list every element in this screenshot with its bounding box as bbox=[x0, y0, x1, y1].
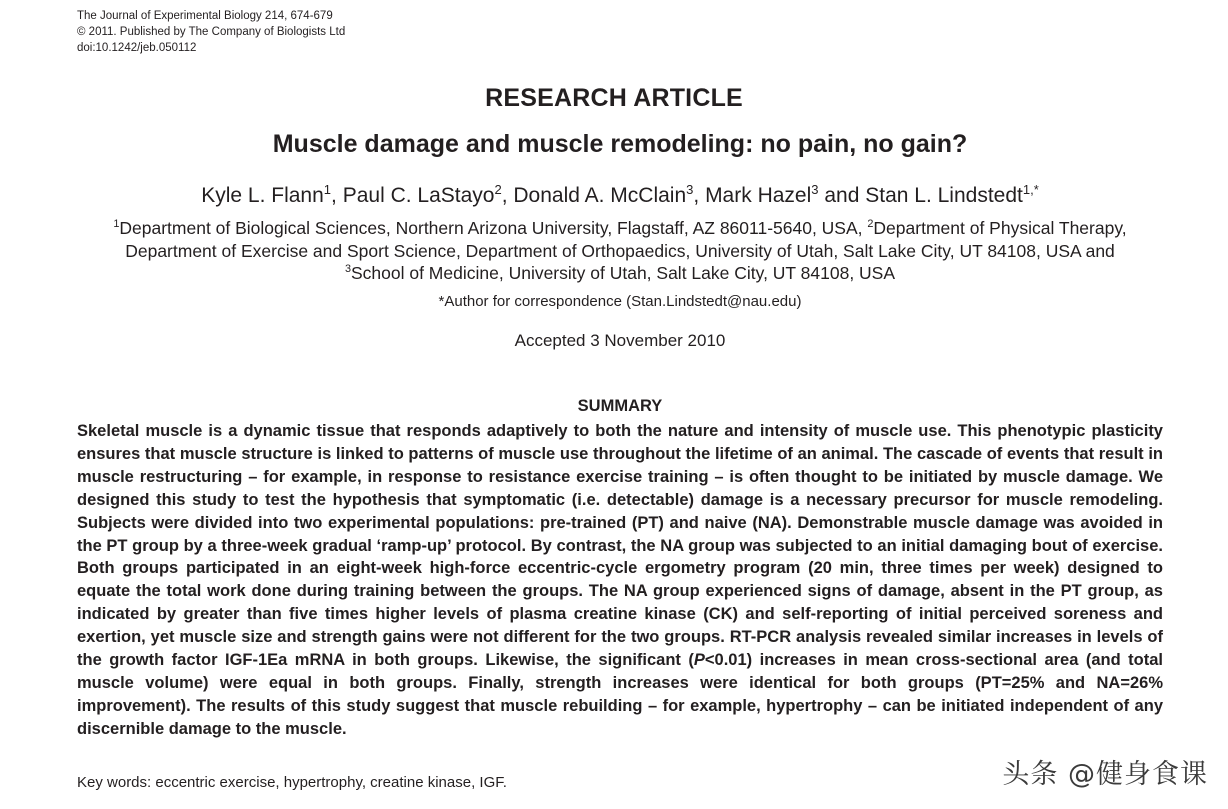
watermark-logo: 头条 @健身食课 bbox=[1002, 759, 1208, 790]
author-separator: , bbox=[331, 184, 343, 207]
author-affil-sup: 2 bbox=[494, 182, 502, 197]
author-affil-sup: 3 bbox=[686, 182, 694, 197]
author-separator: , bbox=[501, 184, 514, 207]
author-name: Paul C. LaStayo bbox=[342, 184, 495, 207]
journal-header bbox=[77, 8, 345, 56]
author-list bbox=[0, 184, 1228, 208]
affiliations bbox=[70, 217, 1170, 285]
abstract-italic-p: P bbox=[693, 651, 705, 670]
author-name: Donald A. McClain bbox=[513, 184, 687, 207]
affiliation-sup: 1 bbox=[113, 218, 120, 231]
doi-line: doi:10.1242/jeb.050112 bbox=[77, 42, 197, 54]
author-separator: and bbox=[818, 184, 866, 207]
summary-abstract bbox=[77, 420, 1163, 741]
keywords: Key words: eccentric exercise, hypertrophy, creatine kinase, IGF. bbox=[77, 774, 507, 791]
journal-citation: The Journal of Experimental Biology 214, 674-679 bbox=[77, 10, 333, 22]
author-name: Stan L. Lindstedt bbox=[865, 184, 1023, 207]
author-name: Mark Hazel bbox=[705, 184, 812, 207]
affiliation-text: School of Medicine, University of Utah, Salt Lake City, UT 84108, USA bbox=[350, 263, 896, 284]
author-name: Kyle L. Flann bbox=[201, 184, 324, 207]
copyright-line: © 2011. Published by The Company of Biologists Ltd bbox=[77, 26, 346, 38]
summary-heading: SUMMARY bbox=[577, 397, 663, 415]
correspondence-note: *Author for correspondence (Stan.Lindstedt@nau.edu) bbox=[438, 293, 802, 310]
author-affil-sup: 1,* bbox=[1022, 182, 1039, 197]
accepted-date: Accepted 3 November 2010 bbox=[514, 331, 726, 350]
article-title: Muscle damage and muscle remodeling: no pain, no gain? bbox=[272, 130, 968, 158]
affiliation-text: Department of Physical Therapy, Department of Exercise and Sport Science, Department of Orthopaedics, University of Utah, Salt Lake City, UT 84108, USA and bbox=[125, 218, 1127, 261]
author-separator: , bbox=[693, 184, 706, 207]
affiliation-text: Department of Biological Sciences, Northern Arizona University, Flagstaff, AZ 86011-5640, USA, bbox=[119, 218, 868, 238]
affiliation-sup: 2 bbox=[867, 218, 874, 231]
author-affil-sup: 3 bbox=[811, 182, 819, 197]
abstract-text-continued: <0.01) increases in mean cross-sectional area (and total muscle volume) were equal in both groups. Finally, strength increases were identical for both groups (PT=25% and NA=26% improvement). The results of this study suggest that muscle rebuilding – for example, hypertrophy – can be initiated independent of any discernible damage to the muscle. bbox=[77, 651, 1163, 738]
affiliation-sup: 3 bbox=[344, 263, 351, 276]
article-type-heading: RESEARCH ARTICLE bbox=[485, 84, 743, 112]
abstract-text: Skeletal muscle is a dynamic tissue that responds adaptively to both the nature and intensity of muscle use. This phenotypic plasticity ensures that muscle structure is linked to patterns of muscle use throughout the lifetime of an animal. The cascade of events that result in muscle restructuring – for example, in response to resistance exercise training – is often thought to be initiated by muscle damage. We designed this study to test the hypothesis that symptomatic (i.e. detectable) damage is a necessary precursor for muscle remodeling. Subjects were divided into two experimental populations: pre-trained (PT) and naive (NA). Demonstrable muscle damage was avoided in the PT group by a three-week gradual ‘ramp-up’ protocol. By contrast, the NA group was subjected to an initial damaging bout of exercise. Both groups participated in an eight-week high-force eccentric-cycle ergometry program (20 min, three times per week) designed to equate the total work done during training between the groups. The NA group experienced signs of damage, absent in the PT group, as indicated by greater than five times higher levels of plasma creatine kinase (CK) and self-reporting of initial perceived soreness and exertion, yet muscle size and strength gains were not different for the two groups. RT-PCR analysis revealed similar increases in levels of the growth factor IGF-1Ea mRNA in both groups. Likewise, the significant ( bbox=[77, 422, 1163, 670]
author-affil-sup: 1 bbox=[323, 182, 332, 197]
